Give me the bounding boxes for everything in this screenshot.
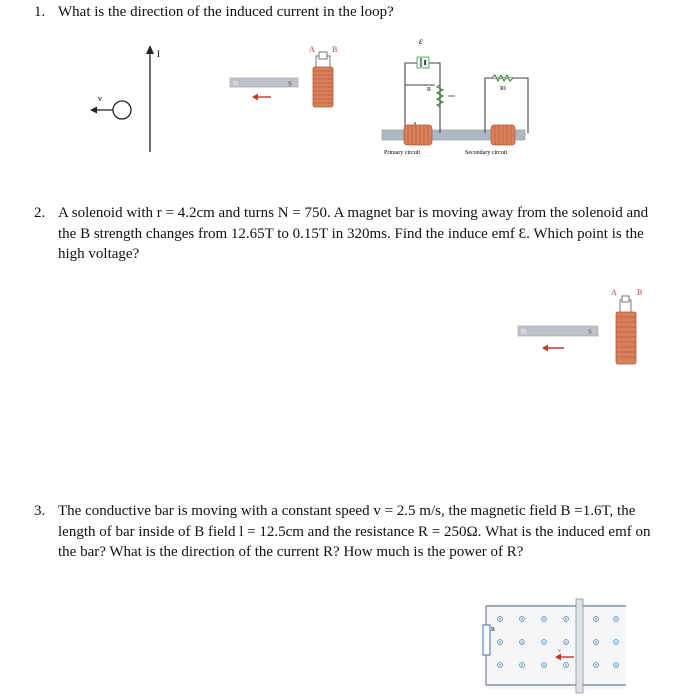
magnet-motion-arrow-head-icon bbox=[252, 94, 258, 101]
question-3-number: 3. bbox=[34, 503, 46, 519]
question-3-text: The conductive bar is moving with a constant speed v = 2.5 m/s, the magnetic field B =1.6T, the length of bar inside of B field l = 12.5cm and the resistance R = 250Ω. What is the induced emf on the bar? What is the direction of the current R? How much is the power of R? bbox=[58, 503, 651, 560]
magnet-motion-arrow-head-icon bbox=[542, 345, 548, 352]
secondary-circuit-label: Secondary circuit bbox=[465, 150, 508, 156]
magnet-solenoid-diagram bbox=[230, 45, 337, 107]
question-1-text: What is the direction of the induced current in the loop? bbox=[58, 4, 394, 20]
bar-magnet bbox=[518, 326, 598, 336]
figure-2 bbox=[510, 282, 660, 372]
solenoid-resistor bbox=[319, 52, 327, 59]
magnetic-field-region bbox=[486, 603, 626, 689]
question-2-number: 2. bbox=[34, 205, 46, 221]
velocity-arrow-head-icon bbox=[90, 107, 97, 114]
current-arrow-up-icon bbox=[146, 45, 154, 54]
question-3 bbox=[34, 501, 664, 571]
primary-circuit-label: Primary circuit bbox=[384, 150, 421, 156]
conducting-loop bbox=[113, 101, 131, 119]
point-b-label: B bbox=[637, 288, 643, 297]
resistor-label: RI bbox=[500, 86, 506, 92]
solenoid-coil bbox=[616, 312, 636, 364]
question-1 bbox=[34, 2, 654, 24]
resistor-icon bbox=[483, 625, 490, 655]
solenoid-resistor bbox=[622, 296, 629, 302]
magnet-north-label: N bbox=[521, 328, 527, 336]
question-2-text: A solenoid with r = 4.2cm and turns N = 750. A magnet bar is moving away from the solenoid and the B strength changes from 12.65T to 0.15T in 320ms. Find the induce emf Ɛ. Which point is the high voltage? bbox=[58, 205, 649, 262]
magnet-south-label: S bbox=[288, 80, 292, 88]
point-a-label: A bbox=[611, 288, 617, 297]
figure-1 bbox=[60, 30, 540, 170]
question-1-number: 1. bbox=[34, 4, 46, 20]
point-a-label: A bbox=[309, 45, 315, 54]
battery bbox=[417, 57, 429, 68]
resistor-icon bbox=[492, 75, 513, 81]
point-b-label: B bbox=[332, 45, 338, 54]
question-2 bbox=[34, 203, 664, 273]
figure-3 bbox=[478, 597, 636, 695]
emf-label: ε bbox=[419, 36, 423, 46]
velocity-label: v bbox=[98, 94, 102, 103]
transformer-circuits-diagram bbox=[382, 36, 528, 156]
velocity-label: v bbox=[558, 648, 561, 654]
conductive-bar bbox=[576, 599, 583, 693]
magnet-north-label: N bbox=[233, 80, 239, 88]
rheostat-label: R bbox=[427, 87, 432, 93]
wire-and-loop-diagram bbox=[90, 45, 160, 152]
resistor-label: R bbox=[491, 627, 496, 633]
current-label: I bbox=[157, 49, 160, 59]
magnet-south-label: S bbox=[588, 328, 592, 336]
